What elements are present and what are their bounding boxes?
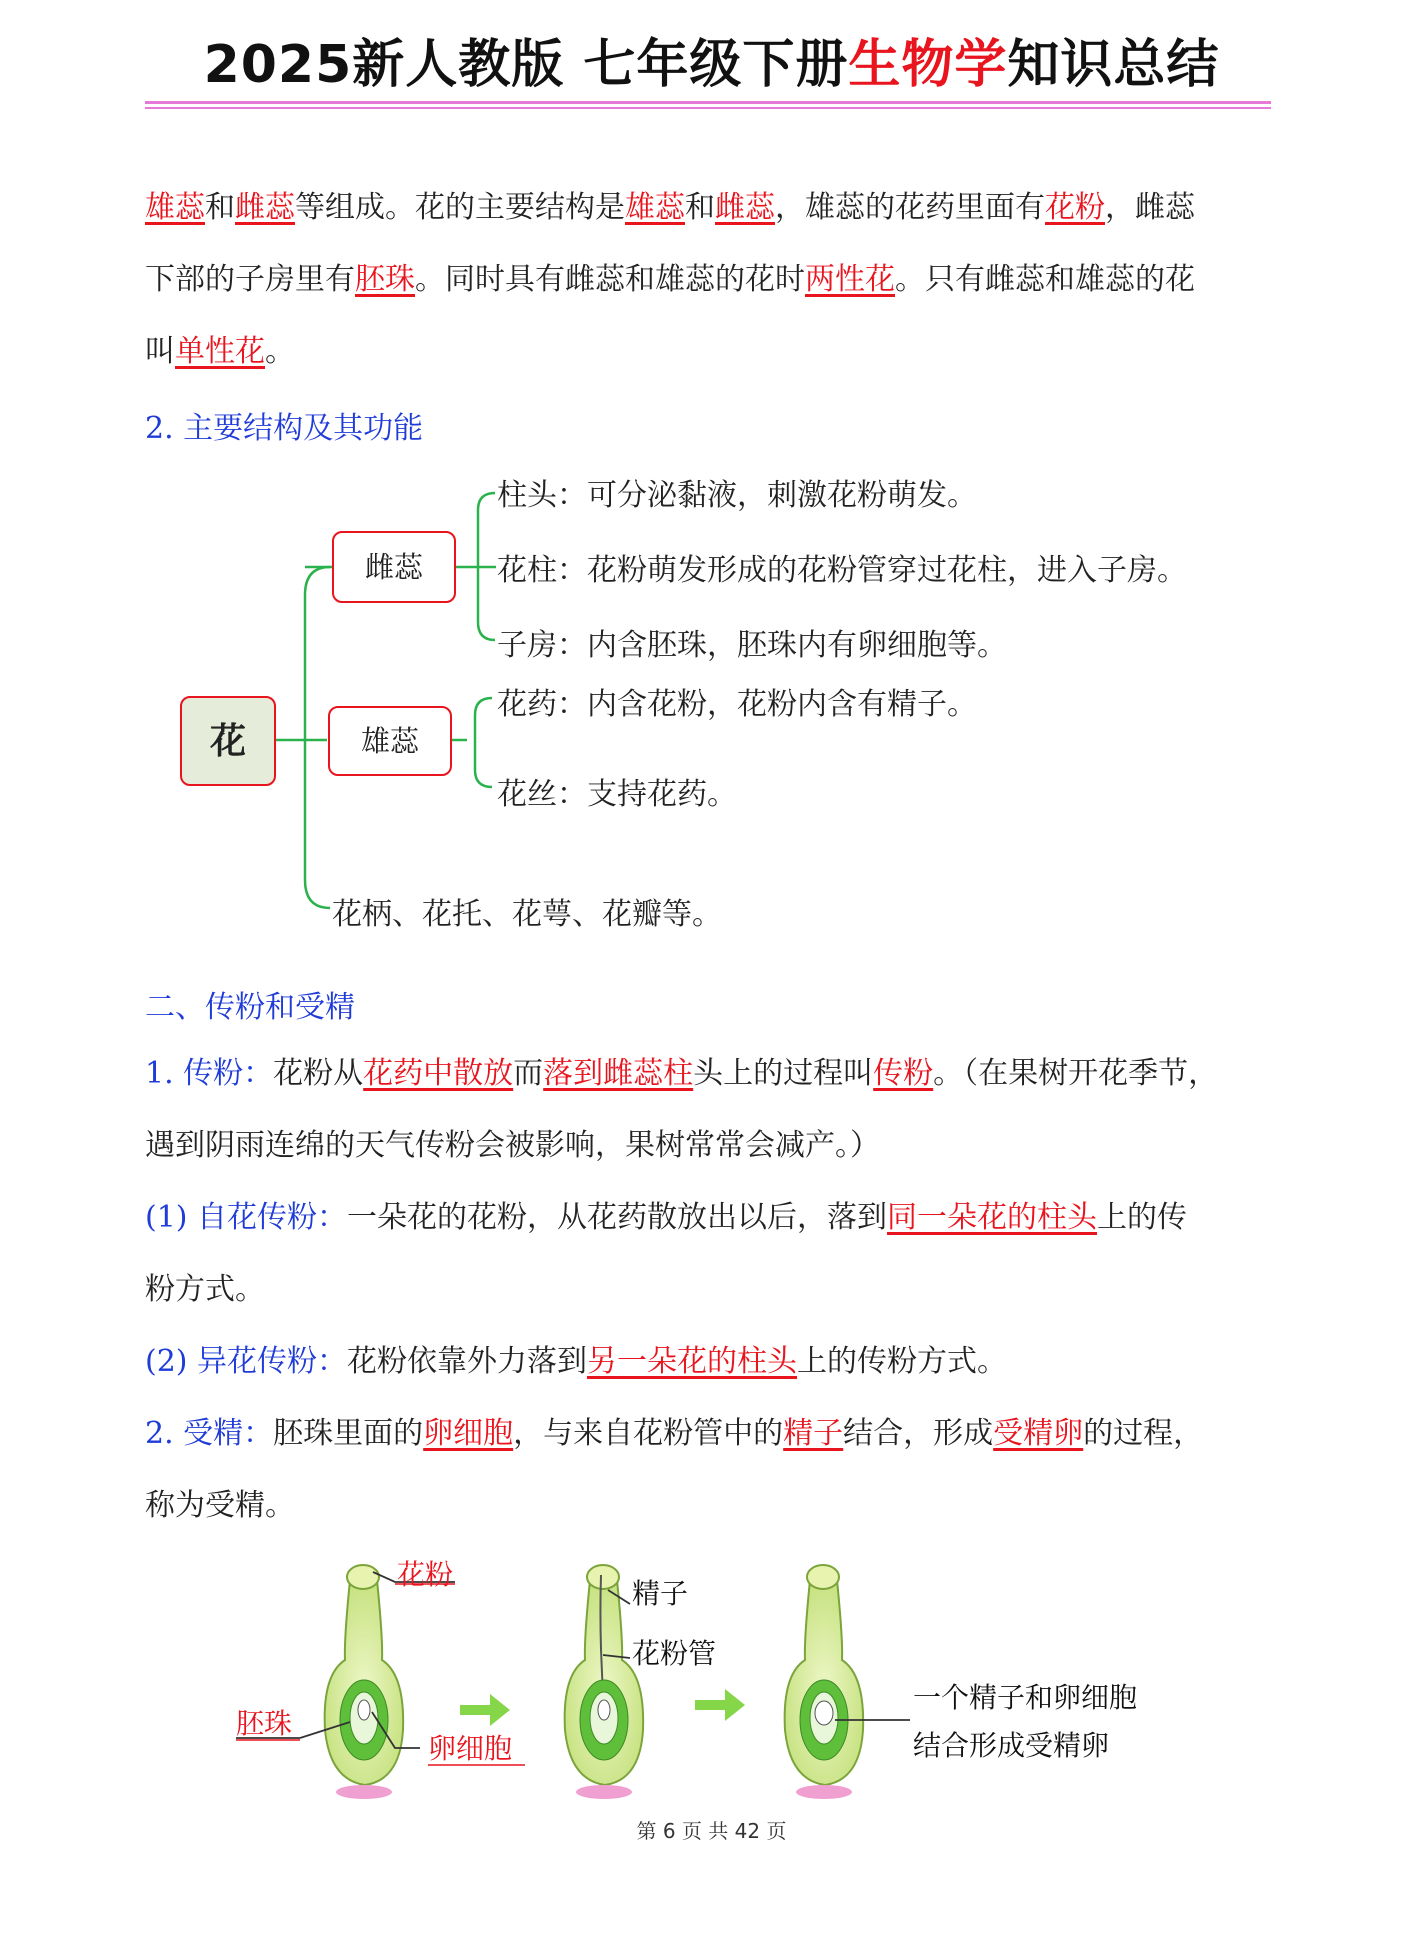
text: 。 (265, 334, 295, 369)
section-heading-pollination-fertilization: 二、传粉和受精 (145, 990, 355, 1025)
text: 一朵花的花粉，从花药散放出以后，落到 (347, 1200, 888, 1235)
label-note-line-1: 一个精子和卵细胞 (913, 1681, 1138, 1714)
label-note-line-2: 结合形成受精卵 (913, 1729, 1110, 1762)
text: 等组成。花的主要结构是 (295, 190, 625, 225)
label-pollen: 花粉 (397, 1558, 454, 1591)
text: ，雌蕊 (1105, 190, 1195, 225)
self-pollination-line-2: 粉方式。 (145, 1272, 265, 1307)
mindmap-leaf-filament: 花丝：支持花药。 (497, 777, 737, 812)
kw: 受精卵 (993, 1416, 1084, 1451)
kw-stamen: 雄蕊 (145, 190, 205, 225)
kw-ovule: 胚珠 (355, 262, 415, 297)
mindmap-leaf-other-parts: 花柄、花托、花萼、花瓣等。 (332, 897, 722, 932)
mindmap-leaf-anther: 花药：内含花粉，花粉内含有精子。 (497, 687, 977, 722)
kw: 传粉 (873, 1056, 934, 1091)
text: 下部的子房里有 (145, 262, 355, 297)
fertilization-line-2: 称为受精。 (145, 1488, 295, 1523)
label-sperm: 精子 (632, 1577, 689, 1610)
text: 。只有雌蕊和雄蕊的花 (895, 262, 1195, 297)
kw: 另一朵花的柱头 (587, 1344, 798, 1379)
kw: 落到雌蕊柱 (543, 1056, 694, 1091)
text: 花粉依靠外力落到 (347, 1344, 588, 1379)
text: 和 (205, 190, 235, 225)
kw-pollen: 花粉 (1045, 190, 1105, 225)
arrow-right-icon (460, 1694, 510, 1726)
kw: 同一朵花的柱头 (887, 1200, 1098, 1235)
pistil-1-icon (325, 1565, 404, 1799)
text: 。（在果树开花季节， (933, 1056, 1219, 1091)
title-main: 2025新人教版 七年级下册 (203, 35, 849, 95)
text: 叫 (145, 334, 175, 369)
mindmap-leaf-style: 花柱：花粉萌发形成的花粉管穿过花柱，进入子房。 (497, 553, 1187, 588)
text: 头上的过程叫 (693, 1056, 874, 1091)
pollination-line-2: 遇到阴雨连绵的天气传粉会被影响，果树常常会减产。） (145, 1128, 880, 1163)
text: 和 (685, 190, 715, 225)
kw-stamen: 雄蕊 (625, 190, 685, 225)
kw: 卵细胞 (423, 1416, 514, 1451)
label-cross-pollination: (2) 异花传粉： (145, 1344, 348, 1379)
arrow-right-icon (695, 1689, 745, 1721)
mindmap-node-pistil: 雌蕊 (332, 531, 456, 603)
mindmap-node-stamen: 雄蕊 (328, 706, 452, 776)
pistil-3-icon (785, 1565, 864, 1799)
text: 上的传粉方式。 (797, 1344, 1008, 1379)
kw-bisexual-flower: 两性花 (805, 262, 895, 297)
label-pollen-tube: 花粉管 (632, 1637, 717, 1670)
label-pollination: 1. 传粉： (145, 1056, 274, 1091)
section-heading-structure: 2. 主要结构及其功能 (145, 411, 424, 446)
label-egg-cell: 卵细胞 (428, 1732, 513, 1765)
kw-pistil: 雌蕊 (235, 190, 295, 225)
text: ，雄蕊的花药里面有 (775, 190, 1045, 225)
text: 上的传 (1097, 1200, 1188, 1235)
mindmap-root-flower: 花 (180, 696, 276, 786)
text: 胚珠里面的 (273, 1416, 424, 1451)
text: 的过程， (1083, 1416, 1204, 1451)
text: ，与来自花粉管中的 (513, 1416, 784, 1451)
page-number: 第 6 页 共 42 页 (636, 1819, 787, 1843)
kw-pistil: 雌蕊 (715, 190, 775, 225)
kw: 花药中散放 (363, 1056, 514, 1091)
title-tail: 知识总结 (1007, 35, 1220, 95)
kw: 精子 (783, 1416, 844, 1451)
kw-unisexual-flower: 单性花 (175, 334, 265, 369)
label-self-pollination: (1) 自花传粉： (145, 1200, 348, 1235)
text: 。同时具有雌蕊和雄蕊的花时 (415, 262, 805, 297)
label-fertilization: 2. 受精： (145, 1416, 274, 1451)
title-accent: 生物学 (848, 35, 1008, 95)
mindmap-leaf-ovary: 子房：内含胚珠，胚珠内有卵细胞等。 (497, 628, 1007, 663)
label-ovule: 胚珠 (236, 1707, 293, 1740)
text: 花粉从 (273, 1056, 364, 1091)
text: 而 (513, 1056, 544, 1091)
mindmap-leaf-stigma: 柱头：可分泌黏液，刺激花粉萌发。 (497, 478, 977, 513)
text: 结合，形成 (843, 1416, 994, 1451)
